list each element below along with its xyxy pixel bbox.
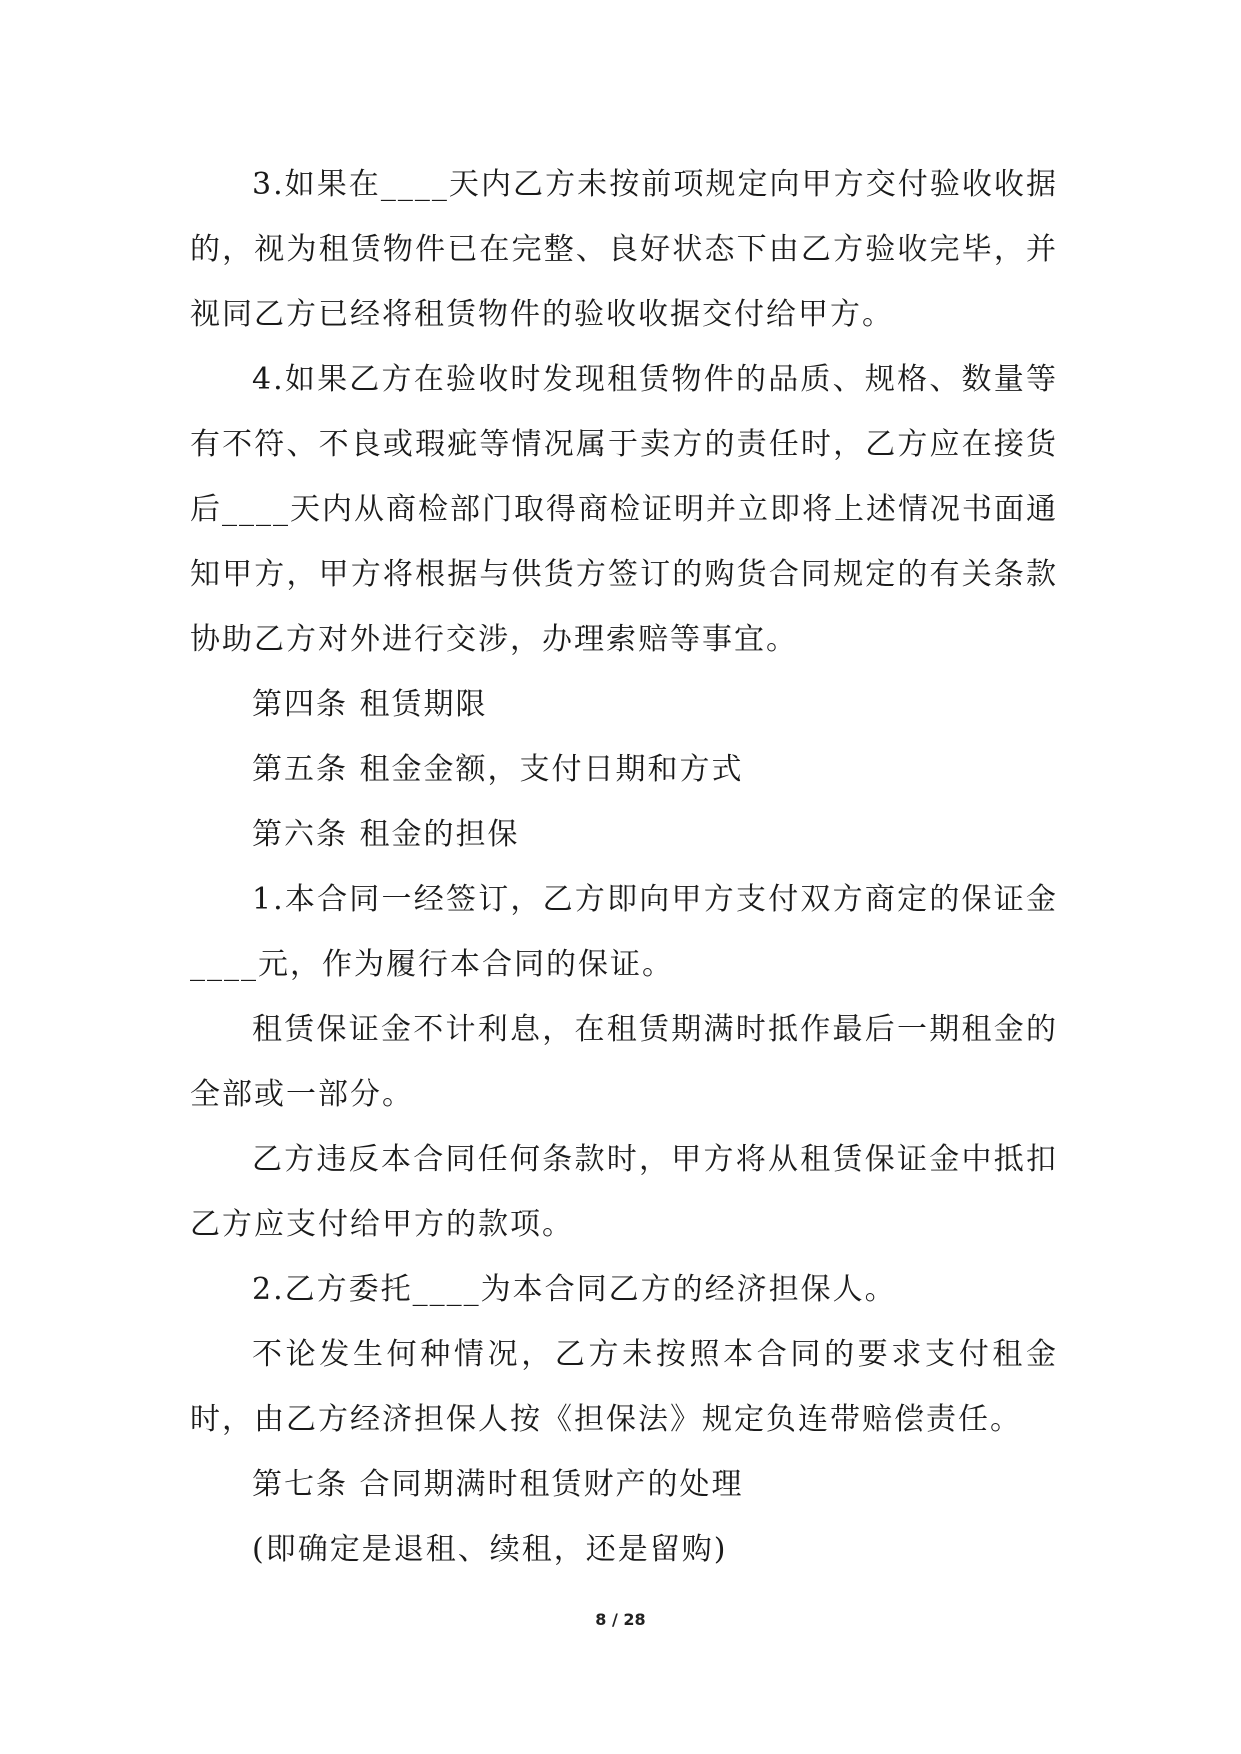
paragraph-deposit: 1.本合同一经签订，乙方即向甲方支付双方商定的保证金____元，作为履行本合同的保证。 <box>190 882 1058 982</box>
paragraph-article-7-note: (即确定是退租、续租，还是留购) <box>252 1532 728 1567</box>
paragraph-guarantor-liability: 不论发生何种情况，乙方未按照本合同的要求支付租金时，由乙方经济担保人按《担保法》规定负连带赔偿责任。 <box>190 1337 1058 1437</box>
article-6-heading: 第六条 租金的担保 <box>252 817 520 852</box>
article-7-heading: 第七条 合同期满时租赁财产的处理 <box>252 1467 744 1502</box>
paragraph-clause-4: 4.如果乙方在验收时发现租赁物件的品质、规格、数量等有不符、不良或瑕疵等情况属于卖方的责任时，乙方应在接货后____天内从商检部门取得商检证明并立即将上述情况书面通知甲方，甲方将根据与供货方签订的购货合同规定的有关条款协助乙方对外进行交涉，办理索赔等事宜。 <box>190 362 1058 657</box>
article-5-heading: 第五条 租金金额，支付日期和方式 <box>252 752 744 787</box>
article-4-heading: 第四条 租赁期限 <box>252 687 488 722</box>
paragraph-guarantor: 2.乙方委托____为本合同乙方的经济担保人。 <box>252 1272 897 1307</box>
paragraph-deposit-interest: 租赁保证金不计利息，在租赁期满时抵作最后一期租金的全部或一部分。 <box>190 1012 1058 1112</box>
page-number: 8 / 28 <box>595 1610 646 1629</box>
document-body <box>190 152 1058 1582</box>
paragraph-clause-3: 3.如果在____天内乙方未按前项规定向甲方交付验收收据的，视为租赁物件已在完整、良好状态下由乙方验收完毕，并视同乙方已经将租赁物件的验收收据交付给甲方。 <box>190 167 1058 332</box>
paragraph-deposit-deduction: 乙方违反本合同任何条款时，甲方将从租赁保证金中抵扣乙方应支付给甲方的款项。 <box>190 1142 1058 1242</box>
